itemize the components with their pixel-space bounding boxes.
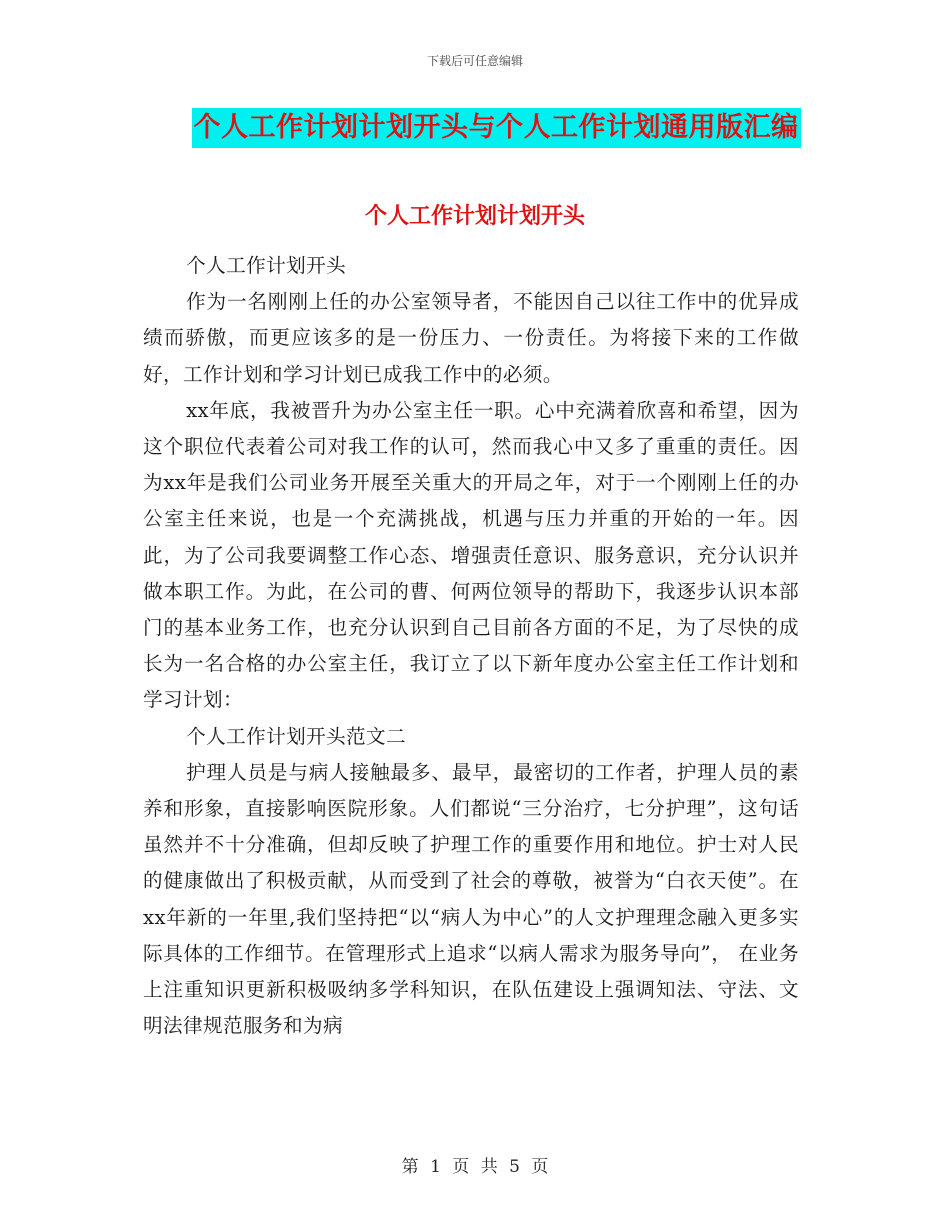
document-body xyxy=(143,248,799,1044)
header-note: 下载后可任意编辑 xyxy=(426,54,523,68)
paragraph: 作为一名刚刚上任的办公室领导者，不能因自己以往工作中的优异成绩而骄傲，而更应该多的是一份压力、一份责任。为将接下来的工作做好，工作计划和学习计划已成我工作中的必须。 xyxy=(143,290,799,386)
main-title-container xyxy=(0,108,950,148)
section-title: 个人工作计划计划开头 xyxy=(364,204,585,229)
paragraph: 个人工作计划开头范文二 xyxy=(186,724,407,748)
paragraph: xx年底，我被晋升为办公室主任一职。心中充满着欣喜和希望，因为这个职位代表着公司对我工作的认可，然而我心中又多了重重的责任。因为xx年是我们公司业务开展至关重大的开局之年，对于一个刚刚上任的办公室主任来说，也是一个充满挑战，机遇与压力并重的开始的一年。因此，为了公司我要调整工作心态、增强责任意识、服务意识，充分认识并做本职工作。为此，在公司的曹、何两位领导的帮助下，我逐步认识本部门的基本业务工作，也充分认识到自己目前各方面的不足，为了尽快的成长为一名合格的办公室主任，我订立了以下新年度办公室主任工作计划和学习计划： xyxy=(143,398,799,712)
page-indicator: 第 1 页 共 5 页 xyxy=(401,1157,549,1177)
document-title: 个人工作计划计划开头与个人工作计划通用版汇编 xyxy=(192,108,801,148)
paragraph: 护理人员是与病人接触最多、最早，最密切的工作者，护理人员的素养和形象，直接影响医院形象。人们都说“三分治疗，七分护理”，这句话虽然并不十分准确，但却反映了护理工作的重要作用和地位。护士对人民的健康做出了积极贡献，从而受到了社会的尊敬，被誉为“白衣天使”。在xx年新的一年里,我们坚持把“以“病人为中心”的人文护理理念融入更多实际具体的工作细节。在管理形式上追求“以病人需求为服务导向”， 在业务上注重知识更新积极吸纳多学科知识，在队伍建设上强调知法、守法、文明法律规范服务和为病 xyxy=(143,760,799,1038)
paragraph: 个人工作计划开头 xyxy=(186,254,347,277)
